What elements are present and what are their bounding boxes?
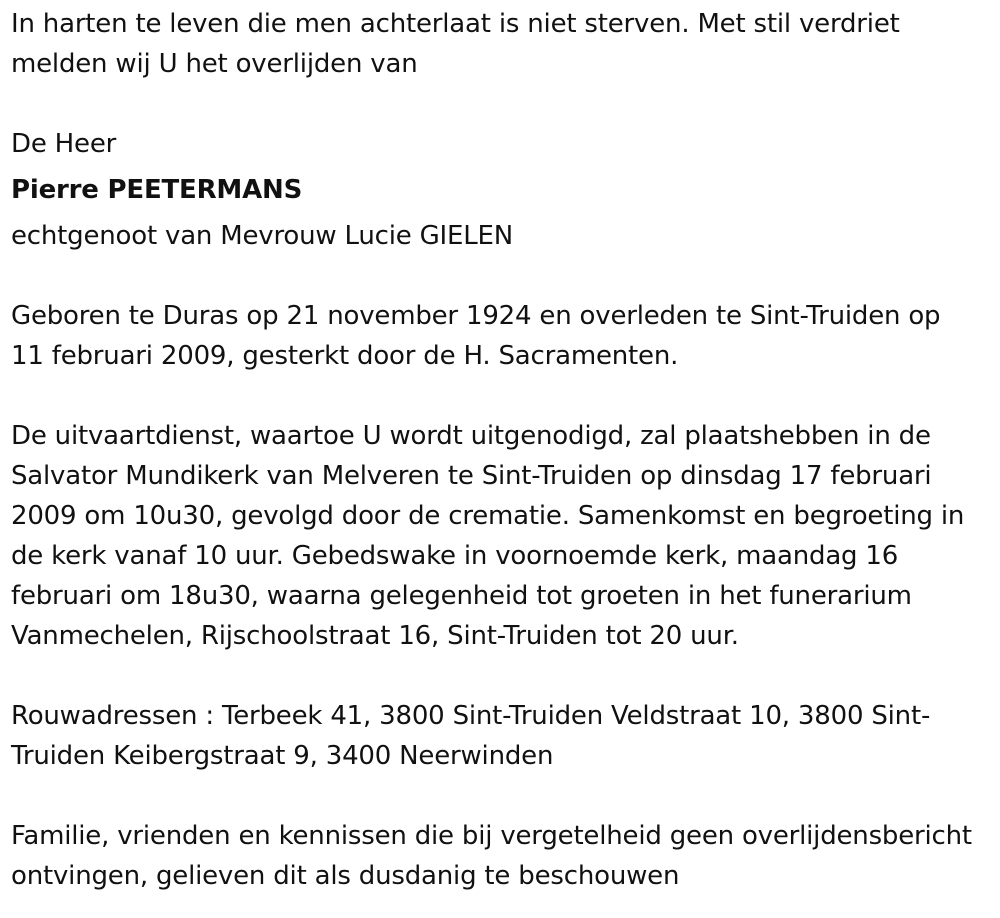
birth-death-text: Geboren te Duras op 21 november 1924 en overleden te Sint-Truiden op 11 februari 2009, gesterkt door de H. Sacramenten. — [11, 301, 941, 371]
spacer — [11, 376, 981, 416]
spacer — [11, 656, 981, 696]
deceased-name: Pierre PEETERMANS — [11, 175, 303, 205]
addresses-text: Rouwadressen : Terbeek 41, 3800 Sint-Truiden Veldstraat 10, 3800 Sint-Truiden Keibergstraat 9, 3400 Neerwinden — [11, 701, 931, 771]
spacer — [11, 84, 981, 124]
intro-text: In harten te leven die men achterlaat is niet sterven. Met stil verdriet melden wij U het overlijden van — [11, 9, 900, 79]
funeral-text: De uitvaartdienst, waartoe U wordt uitgenodigd, zal plaatshebben in de Salvator Mundikerk van Melveren te Sint-Truiden op dinsdag 17 februari 2009 om 10u30, gevolgd door de crematie. Samenkomst en begroeting in de kerk vanaf 10 uur. Gebedswake in voornoemde kerk, maandag 16 februari om 18u30, waarna gelegenheid tot groeten in het funerarium Vanmechelen, Rijschoolstraat 16, Sint-Truiden tot 20 uur. — [11, 421, 965, 651]
closing-text: Familie, vrienden en kennissen die bij vergetelheid geen overlijdensbericht ontvingen, gelieven dit als dusdanig te beschouwen — [11, 821, 972, 891]
spacer — [11, 776, 981, 816]
death-notice — [11, 4, 981, 896]
spacer — [11, 256, 981, 296]
spouse-line: echtgenoot van Mevrouw Lucie GIELEN — [11, 221, 514, 251]
honorific: De Heer — [11, 129, 117, 159]
